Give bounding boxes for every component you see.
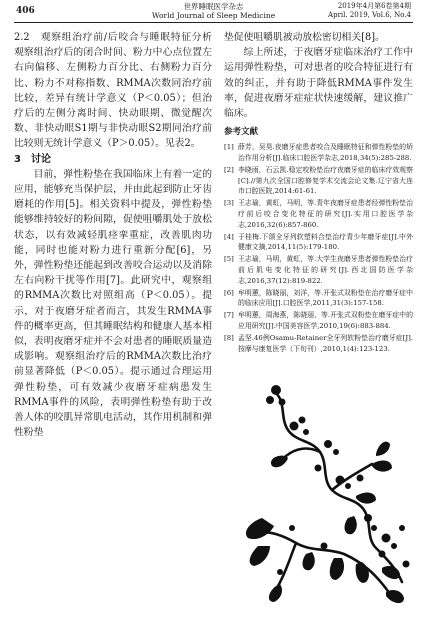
- reference-number: [7]: [224, 311, 234, 320]
- results-paragraph-2-2: 2.2 观察组治疗前/后咬合与睡眠特征分析 观察组治疗后的闭合时间、粉力中心点位置左右向偏移、左侧粉力百分比、右侧粉力百分比、粉力不对称指数、RMMA次数同治疗前比较，差异有统计学意义（P＜0.05）；但治疗后的左侧分离时间、快动眼期、微觉醒次数、非快动眼S1期与非快动眼S2期同治疗前比较则无统计学意义（P＞0.05）。见表2。: [14, 32, 222, 150]
- reference-text: 于桂梅.下颌全牙列软塑料合垫治疗青少年磨牙症[J].中外健康文摘,2014,11(5):179-180.: [238, 232, 413, 252]
- page-header: [0, 0, 427, 24]
- summary-paragraph: 综上所述，于夜磨牙症临床治疗工作中运用弹性粉垫，可对患者的咬合特征进行有效的纠正，并有助于降低RMMA事件发生率，促进夜磨牙症症状快速缓解，建议推广临床。: [224, 47, 413, 120]
- reference-item: [224, 254, 413, 286]
- left-column: [14, 30, 222, 440]
- reference-item: [224, 142, 413, 163]
- reference-text: 薛芳，吴昊.夜磨牙症患者咬合及睡眠特征和弹性粉垫的矫治作用分析[J].临床口腔医学杂志,2018,34(5):285-288.: [238, 143, 413, 163]
- reference-text: 王志瑜，黄虹，马明，等.青年夜磨牙症患者经弹性粉垫治疗前后咬合变化特征的研究[J].实用口腔医学杂志,2016,32(6):857-860.: [238, 199, 413, 229]
- issue-cn: 2019年4月第6卷第4期: [337, 2, 411, 10]
- issue-info: [328, 2, 411, 20]
- reference-item: [224, 198, 413, 230]
- issue-en: April. 2019, Vol.6, No.4: [328, 11, 411, 19]
- reference-text: 李晓雨，石云凯.稳定咬粉垫治疗夜磨牙症的临床疗效观察[C].//第九次全国口腔修复学术交流会论文集.辽宁省大连市口腔医院,2014:61-61.: [238, 166, 413, 196]
- reference-item: [224, 333, 413, 354]
- reference-number: [2]: [224, 166, 234, 175]
- reference-text: 牟明蕙，周海燕，陈晓丽，等.开张式双粉垫在磨牙症中的应用研究[J].中国美容医学,2010,19(6):883-884.: [238, 311, 413, 330]
- journal-name-cn: 世界睡眠医学杂志: [183, 2, 244, 11]
- discussion-continuation: 垫促使咀嚼肌被动放松密切相关[8]。: [224, 32, 385, 43]
- reference-text: 孟坚.46例Osamu-Retainer全牙列软粉垫治疗磨牙症[J].按摩与康复医学（下旬刊）,2010,1(4):123-123.: [238, 334, 413, 353]
- reference-number: [8]: [224, 334, 234, 343]
- journal-name-en: World Journal of Sleep Medicine: [151, 11, 276, 20]
- reference-number: [4]: [224, 232, 234, 241]
- reference-number: [5]: [224, 255, 234, 264]
- page-number: 406: [16, 6, 35, 16]
- reference-text: 王志瑜，马明，黄虹，等.大学生夜磨牙患者弹性粉垫治疗前后肌电变化特征的研究[J].西北国防医学杂志,2016,37(12):819-822.: [238, 255, 413, 285]
- reference-item: [224, 288, 413, 309]
- right-column: [224, 30, 413, 356]
- references-heading: 参考文献: [224, 127, 259, 138]
- header-rule: [14, 22, 413, 23]
- discussion-paragraph: 目前，弹性粉垫在我国临床上有着一定的应用，能够充当保护层，并由此起到防止牙齿磨耗的作用[5]。相关资料中提及，弹性粉垫能够维持较好的粉间隙，促使咀嚼肌处于放松状态，以有效减轻肌痉挛重症，改善肌肉功能，同时也能对粉力进行重新分配[6]，另外，弹性粉垫还能起到改善咬合运动以及消除左右向粉干扰等作用[7]。此研究中，观察组的RMMA次数比对照组高（P＜0.05）。提示，对于夜磨牙症者而言，其发生RMMA事件的概率更高，但其睡眠结构和健康人基本相似，表明夜磨牙症并不会对患者的睡眠质量造成影响。观察组治疗后的RMMA次数比治疗前显著降低（P＜0.05）。提示通过合理运用弹性粉垫，可有效减少夜磨牙症病患发生RMMA事件的风险，表明弹性粉垫有助于改善人体的咬肌异常肌电活动，其作用机制和弹性粉垫: [14, 168, 212, 439]
- reference-item: [224, 232, 413, 253]
- floral-ornament-icon: [236, 368, 416, 612]
- reference-number: [3]: [224, 199, 234, 208]
- reference-number: [6]: [224, 288, 234, 297]
- reference-number: [1]: [224, 143, 234, 152]
- reference-item: [224, 310, 413, 331]
- reference-item: [224, 165, 413, 197]
- section-heading-discussion: 3 讨论: [14, 153, 51, 165]
- reference-list: [224, 142, 413, 354]
- reference-text: 牟明蕙，陈晓丽，刘洋，等.开张式双粉垫在治疗磨牙症中的临床应用[J].口腔医学,2011,31(3):157-158.: [238, 288, 413, 308]
